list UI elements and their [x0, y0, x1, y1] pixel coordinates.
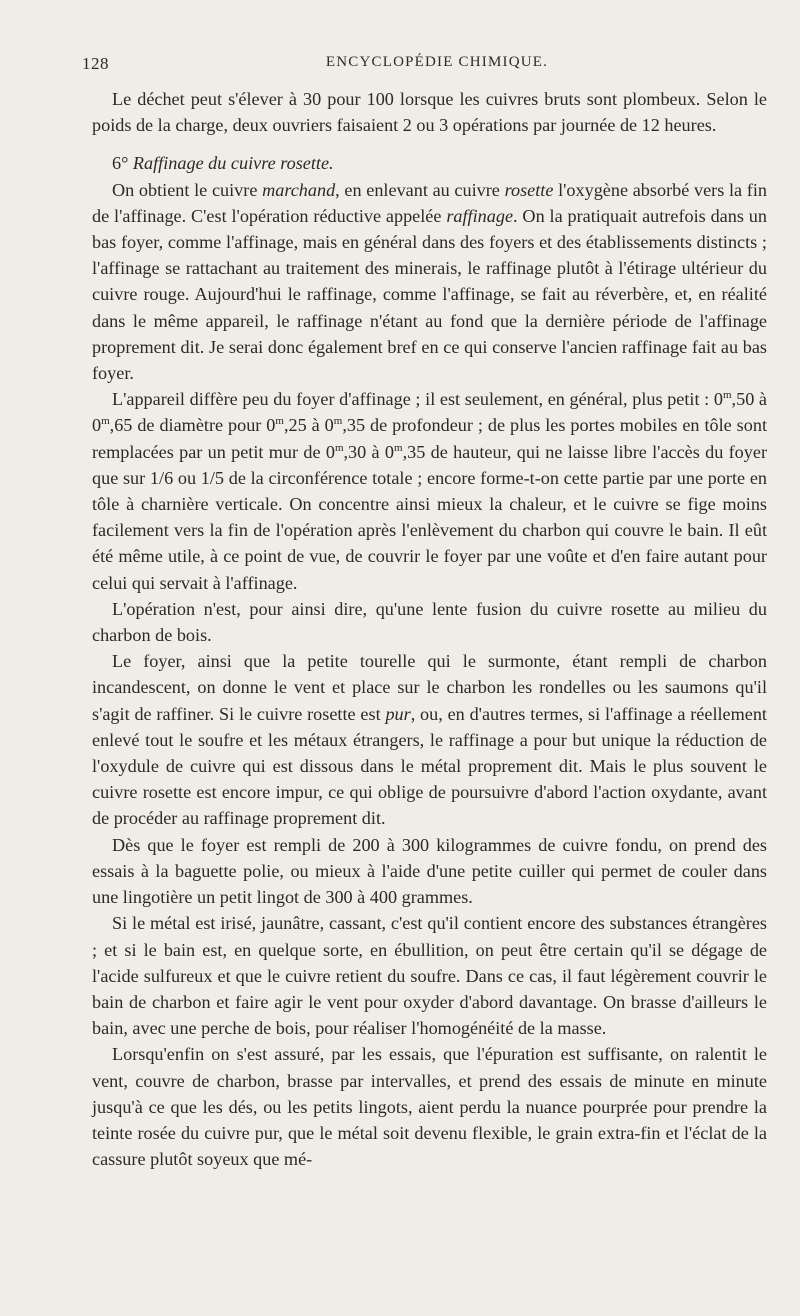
paragraph-operation: L'opération n'est, pour ainsi dire, qu'une lente fusion du cuivre rosette au milieu du charbon de bois. — [92, 598, 767, 646]
running-head: ENCYCLOPÉDIE CHIMIQUE. — [325, 54, 549, 70]
unit-superscript: m — [722, 389, 732, 402]
paragraph-obtient — [92, 177, 767, 387]
page-header — [82, 54, 752, 78]
paragraph-appareil — [92, 386, 767, 596]
text-italic: pur — [385, 703, 411, 724]
unit-superscript: m — [333, 415, 343, 428]
page-body — [92, 86, 767, 1172]
text-italic: raffinage — [446, 205, 514, 226]
text-run: ,35 de hauteur, qui ne laisse libre l'accès du foyer que sur 1/6 ou 1/5 de la circonférence totale ; encore forme-t-on cette partie par une porte en tôle à charnière verticale. On concentre ainsi mieux la chaleur, et le cuivre se fige moins facilement vers la fin de l'opération après l'enlèvement du charbon qui couvre le bain. Il eût été même utile, à ce point de vue, de couvrir le foyer par une voûte et d'en faire autant pour celui qui servait à l'affinage. — [92, 441, 767, 593]
unit-superscript: m — [101, 415, 110, 428]
paragraph-si-metal: Si le métal est irisé, jaunâtre, cassant, c'est qu'il contient encore des substances étrangères ; et si le bain est, en quelque sorte, en ébullition, on peut être certain qu'il se dégage de l'acide sulfureux et que le cuivre retient du soufre. Dans ce cas, il faut légèrement couvrir le bain de charbon et faire agir le vent pour oxyder d'abord davantage. On brasse d'ailleurs le bain, avec une perche de bois, pour réaliser l'homogénéité de la masse. — [92, 913, 767, 1039]
unit-superscript: m — [334, 441, 344, 454]
paragraph-dechet: Le déchet peut s'élever à 30 pour 100 lorsque les cuivres bruts sont plombeux. Selon le poids de la charge, deux ouvriers faisaient 2 ou 3 opérations par journée de 12 heures. — [92, 89, 767, 136]
section-number: 6° — [112, 153, 129, 174]
section-heading — [92, 150, 767, 176]
paragraph-lorsque: Lorsqu'enfin on s'est assuré, par les essais, que l'épuration est suffisante, on ralentit le vent, couvre de charbon, brasse par intervalles, et prend des essais de minute en minute jusqu'à ce que les dés, ou les petits lingots, aient perdu la nuance pourprée pour prendre la teinte rosée du cuivre pur, que le métal soit devenu flexible, le grain extra-fin et l'éclat de la cassure plutôt soyeux que mé- — [92, 1044, 767, 1170]
text-run: L'appareil diffère peu du foyer d'affinage ; il est seulement, en général, plus petit : 0 — [112, 389, 723, 410]
section-title: Raffinage du cuivre rosette. — [132, 153, 334, 174]
text-run: ,35 de profondeur ; de plus les portes mobiles en tôle sont remplacées par un petit mur de 0 — [92, 415, 767, 462]
text-italic: marchand — [262, 179, 336, 200]
text-run: l'oxygène absorbé vers la fin de l'affinage. C'est l'opération réductive appelée — [92, 179, 768, 226]
text-run: ,50 à 0 — [92, 389, 768, 436]
text-run: ,30 à 0 — [343, 441, 395, 462]
text-run: On obtient le cuivre — [112, 179, 263, 200]
unit-superscript: m — [275, 415, 284, 428]
paragraph-des-que: Dès que le foyer est rempli de 200 à 300 kilogrammes de cuivre fondu, on prend des essais à la baguette polie, ou mieux à l'aide d'une petite cuiller qui permet de couler dans une lingotière un petit lingot de 300 à 400 grammes. — [92, 834, 767, 908]
text-run: Le foyer, ainsi que la petite tourelle qui le surmonte, étant rempli de charbon incandescent, on donne le vent et place sur le charbon les rondelles ou les saumons qu'il s'agit de raffiner. Si le cuivre rosette est — [92, 651, 767, 724]
unit-superscript: m — [394, 441, 403, 454]
text-run: , en enlevant au cuivre — [335, 179, 505, 200]
text-run: ,25 à 0 — [283, 415, 334, 436]
paragraph-foyer — [92, 648, 767, 831]
text-italic: rosette — [504, 179, 554, 200]
text-run: . On la pratiquait autrefois dans un bas foyer, comme l'affinage, mais en général dans des foyers et des établissements distincts ; l'affinage se rattachant au traitement des minerais, le raffinage plutôt à l'étirage ultérieur du cuivre rouge. Aujourd'hui le raffinage, comme l'affinage, se fait au réverbère, et, en réalité dans le même appareil, le raffinage n'étant au fond que la dernière période de l'affinage proprement dit. Je serai donc également bref en ce qui conserve l'ancien raffinage fait au bas foyer. — [92, 205, 767, 384]
text-run: , ou, en d'autres termes, si l'affinage a réellement enlevé tout le soufre et les métaux étrangers, le raffinage a pour but unique la réduction de l'oxydule de cuivre qui est dissous dans le métal proprement dit. Mais le plus souvent le cuivre rosette est encore impur, ce qui oblige de poursuivre d'abord l'action oxydante, avant de procéder au raffinage proprement dit. — [92, 703, 767, 829]
page-number: 128 — [82, 54, 109, 73]
text-run: ,65 de diamètre pour 0 — [109, 415, 276, 436]
